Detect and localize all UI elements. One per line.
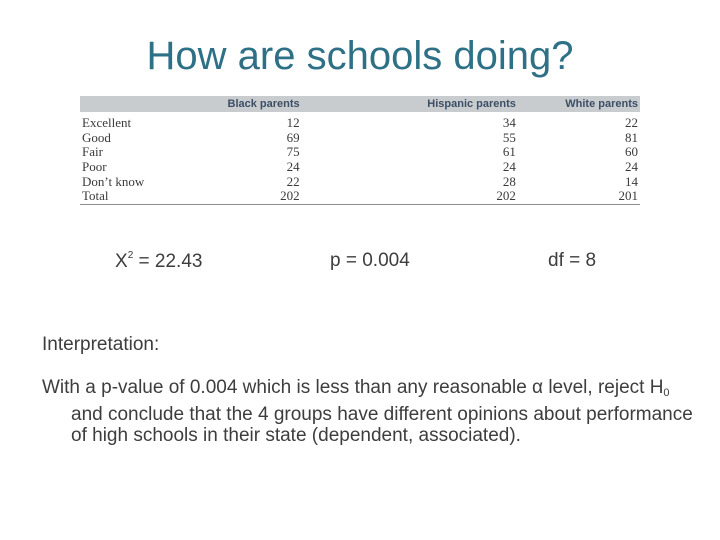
cell-black: 202 (179, 189, 310, 204)
interpretation-text (42, 377, 702, 446)
row-label: Poor (82, 159, 107, 175)
cell-black: 22 (286, 173, 300, 189)
row-label: Good (82, 129, 111, 145)
table-row (80, 160, 640, 175)
table-row-total (80, 189, 640, 204)
cell-black: 24 (286, 159, 300, 175)
row-label: Total (80, 189, 179, 204)
table-row (80, 112, 640, 131)
chi-exponent: 2 (127, 250, 134, 261)
row-label: Don’t know (82, 173, 145, 189)
data-table (80, 96, 640, 214)
cell-hispanic: 24 (502, 159, 516, 175)
null-hypothesis-subscript: 0 (663, 387, 670, 399)
cell-black: 75 (286, 144, 300, 160)
cell-white: 60 (625, 144, 638, 160)
interpretation-text-part2: and conclude that the 4 groups have different opinions about performance of high schools in their state (dependent, associated). (71, 404, 693, 446)
cell-hispanic: 202 (310, 189, 526, 204)
cell-white: 81 (625, 129, 638, 145)
slide-title: How are schools doing? (146, 34, 574, 78)
column-header-hispanic-parents: Hispanic parents (310, 96, 526, 112)
chi-symbol: X (115, 251, 128, 272)
column-header-white-parents: White parents (526, 96, 640, 112)
p-value: p = 0.004 (330, 250, 410, 271)
row-label: Excellent (82, 115, 132, 131)
column-header-category (80, 96, 179, 112)
cell-white: 14 (625, 173, 638, 189)
cell-white: 201 (526, 189, 640, 204)
cell-hispanic: 34 (502, 115, 516, 131)
cell-hispanic: 55 (502, 129, 516, 145)
cell-white: 24 (625, 159, 638, 175)
interpretation-text-part1: With a p-value of 0.004 which is less than any reasonable α level, reject H (42, 377, 664, 398)
cell-black: 69 (286, 129, 300, 145)
chi-square-statistic (115, 250, 202, 273)
table-row (80, 145, 640, 160)
cell-black: 12 (286, 115, 300, 131)
cell-white: 22 (625, 115, 638, 131)
table-row (80, 131, 640, 146)
cell-hispanic: 28 (502, 173, 516, 189)
row-label: Fair (82, 144, 103, 160)
chi-value: = 22.43 (133, 251, 203, 272)
table-row (80, 174, 640, 189)
table-header-row (80, 96, 640, 112)
degrees-of-freedom: df = 8 (548, 250, 597, 271)
column-header-black-parents: Black parents (179, 96, 310, 112)
interpretation-label: Interpretation: (42, 334, 160, 355)
cell-hispanic: 61 (502, 144, 516, 160)
